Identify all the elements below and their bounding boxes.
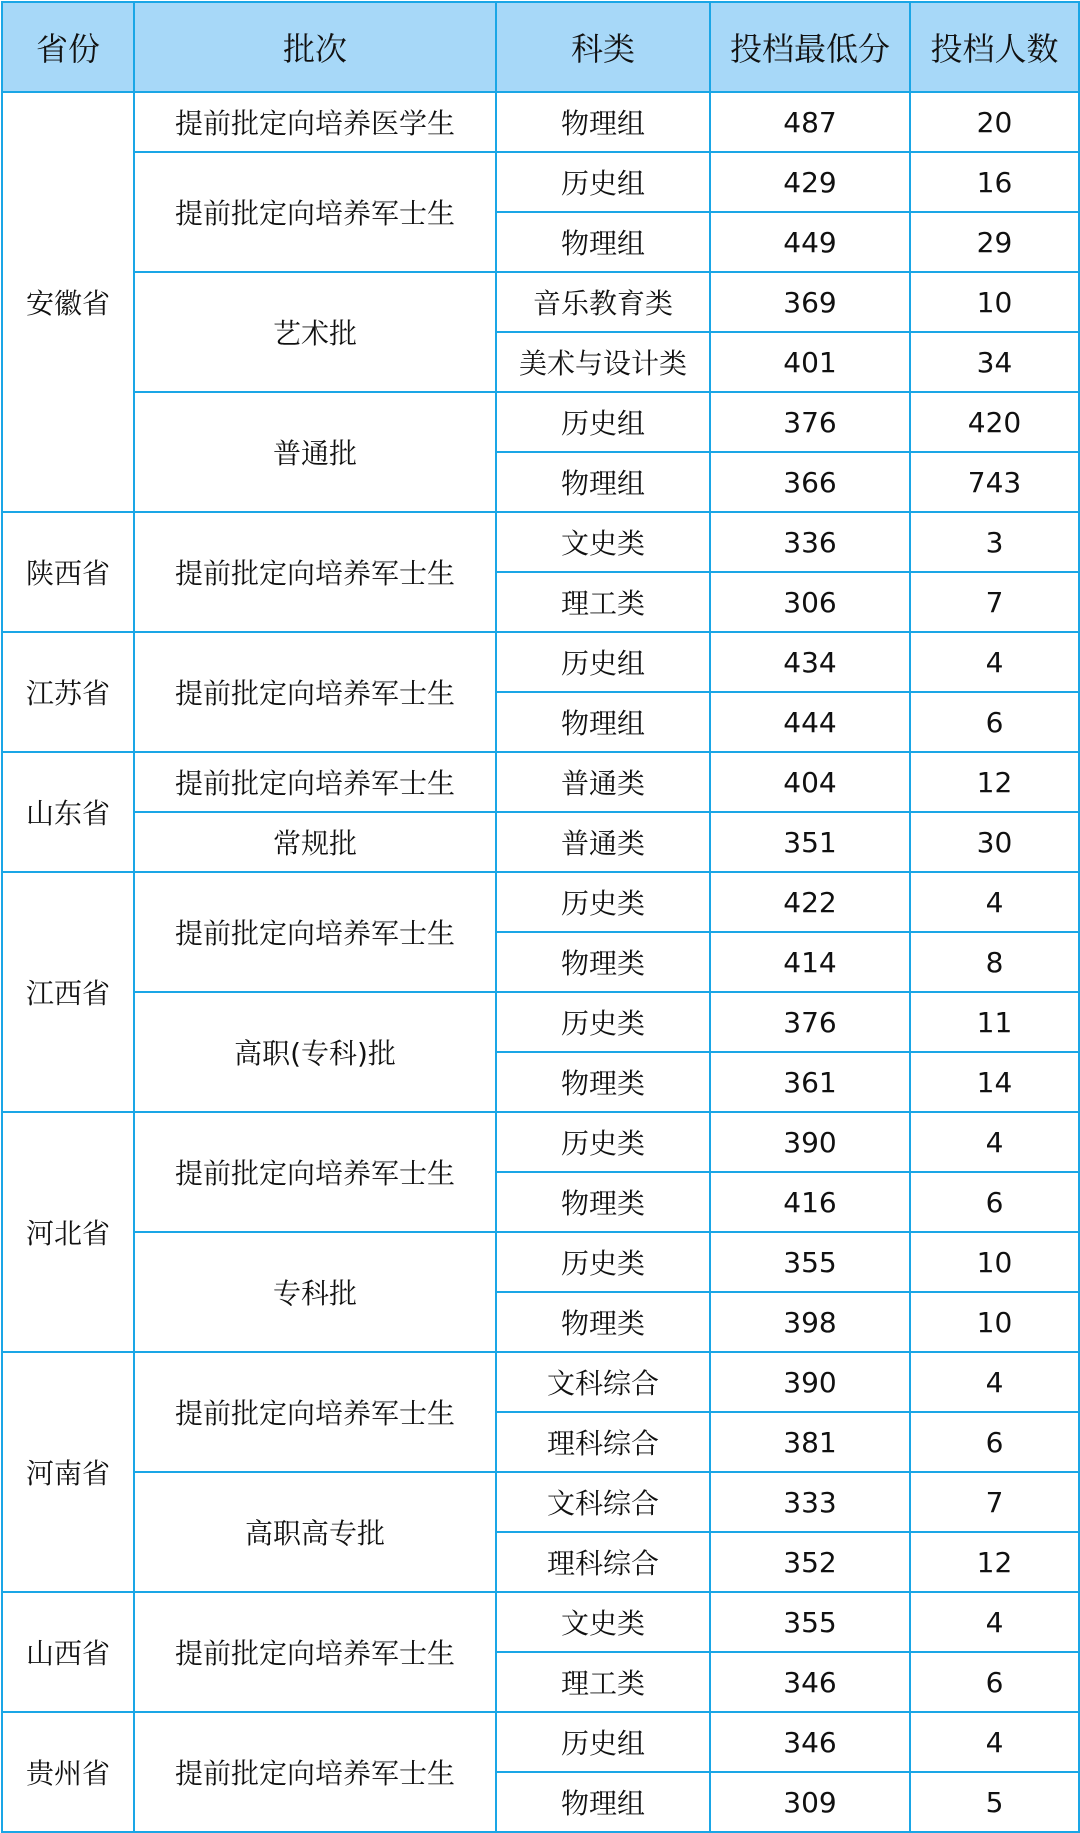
subject-cell: 历史组 [496, 632, 710, 692]
count-cell: 6 [910, 1172, 1079, 1232]
subject-cell: 文科综合 [496, 1472, 710, 1532]
min-score-cell: 422 [710, 872, 910, 932]
table-row [2, 1232, 1079, 1292]
batch-cell: 提前批定向培养军士生 [134, 1712, 496, 1832]
table-row [2, 392, 1079, 452]
min-score-cell: 429 [710, 152, 910, 212]
min-score-cell: 352 [710, 1532, 910, 1592]
table-row [2, 152, 1079, 212]
min-score-cell: 401 [710, 332, 910, 392]
count-cell: 4 [910, 1712, 1079, 1772]
province-cell: 江苏省 [2, 632, 134, 752]
header-batch: 批次 [134, 2, 496, 92]
count-cell: 12 [910, 752, 1079, 812]
min-score-cell: 449 [710, 212, 910, 272]
count-cell: 7 [910, 572, 1079, 632]
subject-cell: 音乐教育类 [496, 272, 710, 332]
count-cell: 34 [910, 332, 1079, 392]
subject-cell: 理工类 [496, 572, 710, 632]
subject-cell: 理工类 [496, 1652, 710, 1712]
subject-cell: 物理组 [496, 452, 710, 512]
count-cell: 14 [910, 1052, 1079, 1112]
header-province: 省份 [2, 2, 134, 92]
count-cell: 3 [910, 512, 1079, 572]
batch-cell: 提前批定向培养军士生 [134, 1352, 496, 1472]
province-cell: 河北省 [2, 1112, 134, 1352]
subject-cell: 美术与设计类 [496, 332, 710, 392]
subject-cell: 普通类 [496, 812, 710, 872]
min-score-cell: 336 [710, 512, 910, 572]
count-cell: 6 [910, 1412, 1079, 1472]
header-count: 投档人数 [910, 2, 1079, 92]
min-score-cell: 333 [710, 1472, 910, 1532]
count-cell: 10 [910, 1292, 1079, 1352]
batch-cell: 常规批 [134, 812, 496, 872]
batch-cell: 提前批定向培养军士生 [134, 752, 496, 812]
min-score-cell: 355 [710, 1592, 910, 1652]
subject-cell: 文史类 [496, 512, 710, 572]
min-score-cell: 416 [710, 1172, 910, 1232]
subject-cell: 物理类 [496, 932, 710, 992]
batch-cell: 高职高专批 [134, 1472, 496, 1592]
min-score-cell: 369 [710, 272, 910, 332]
min-score-cell: 390 [710, 1112, 910, 1172]
subject-cell: 历史类 [496, 1232, 710, 1292]
batch-cell: 提前批定向培养军士生 [134, 152, 496, 272]
subject-cell: 物理类 [496, 1172, 710, 1232]
min-score-cell: 306 [710, 572, 910, 632]
count-cell: 29 [910, 212, 1079, 272]
table-row [2, 872, 1079, 932]
batch-cell: 专科批 [134, 1232, 496, 1352]
min-score-cell: 366 [710, 452, 910, 512]
subject-cell: 历史组 [496, 392, 710, 452]
min-score-cell: 487 [710, 92, 910, 152]
batch-cell: 提前批定向培养军士生 [134, 872, 496, 992]
min-score-cell: 404 [710, 752, 910, 812]
batch-cell: 提前批定向培养医学生 [134, 92, 496, 152]
table-row [2, 1352, 1079, 1412]
batch-cell: 提前批定向培养军士生 [134, 512, 496, 632]
subject-cell: 历史组 [496, 152, 710, 212]
table-body [2, 92, 1079, 1832]
subject-cell: 物理组 [496, 212, 710, 272]
batch-cell: 普通批 [134, 392, 496, 512]
province-cell: 山东省 [2, 752, 134, 872]
count-cell: 6 [910, 1652, 1079, 1712]
count-cell: 10 [910, 1232, 1079, 1292]
subject-cell: 文史类 [496, 1592, 710, 1652]
min-score-cell: 309 [710, 1772, 910, 1832]
batch-cell: 提前批定向培养军士生 [134, 632, 496, 752]
table-row [2, 992, 1079, 1052]
table-header-row [2, 2, 1079, 92]
count-cell: 4 [910, 872, 1079, 932]
table-row [2, 512, 1079, 572]
count-cell: 10 [910, 272, 1079, 332]
min-score-cell: 390 [710, 1352, 910, 1412]
min-score-cell: 381 [710, 1412, 910, 1472]
min-score-cell: 361 [710, 1052, 910, 1112]
count-cell: 4 [910, 1592, 1079, 1652]
min-score-cell: 376 [710, 392, 910, 452]
count-cell: 4 [910, 1352, 1079, 1412]
subject-cell: 普通类 [496, 752, 710, 812]
header-subject: 科类 [496, 2, 710, 92]
subject-cell: 物理组 [496, 1772, 710, 1832]
batch-cell: 提前批定向培养军士生 [134, 1592, 496, 1712]
subject-cell: 物理类 [496, 1052, 710, 1112]
province-cell: 安徽省 [2, 92, 134, 512]
min-score-cell: 444 [710, 692, 910, 752]
batch-cell: 提前批定向培养军士生 [134, 1112, 496, 1232]
subject-cell: 历史类 [496, 992, 710, 1052]
min-score-cell: 434 [710, 632, 910, 692]
subject-cell: 历史类 [496, 872, 710, 932]
count-cell: 8 [910, 932, 1079, 992]
province-cell: 陕西省 [2, 512, 134, 632]
count-cell: 30 [910, 812, 1079, 872]
header-min-score: 投档最低分 [710, 2, 910, 92]
subject-cell: 文科综合 [496, 1352, 710, 1412]
subject-cell: 物理组 [496, 92, 710, 152]
table-row [2, 92, 1079, 152]
subject-cell: 历史组 [496, 1712, 710, 1772]
count-cell: 5 [910, 1772, 1079, 1832]
table-row [2, 1592, 1079, 1652]
min-score-cell: 355 [710, 1232, 910, 1292]
subject-cell: 理科综合 [496, 1412, 710, 1472]
min-score-cell: 376 [710, 992, 910, 1052]
count-cell: 4 [910, 632, 1079, 692]
province-cell: 贵州省 [2, 1712, 134, 1832]
batch-cell: 高职(专科)批 [134, 992, 496, 1112]
table-row [2, 1712, 1079, 1772]
subject-cell: 物理组 [496, 692, 710, 752]
count-cell: 11 [910, 992, 1079, 1052]
province-cell: 山西省 [2, 1592, 134, 1712]
count-cell: 20 [910, 92, 1079, 152]
count-cell: 7 [910, 1472, 1079, 1532]
table-row [2, 272, 1079, 332]
admission-score-table [1, 1, 1080, 1833]
subject-cell: 理科综合 [496, 1532, 710, 1592]
count-cell: 420 [910, 392, 1079, 452]
subject-cell: 历史类 [496, 1112, 710, 1172]
count-cell: 6 [910, 692, 1079, 752]
min-score-cell: 346 [710, 1712, 910, 1772]
min-score-cell: 398 [710, 1292, 910, 1352]
province-cell: 江西省 [2, 872, 134, 1112]
table-row [2, 752, 1079, 812]
table-row [2, 1112, 1079, 1172]
count-cell: 743 [910, 452, 1079, 512]
table-row [2, 812, 1079, 872]
subject-cell: 物理类 [496, 1292, 710, 1352]
batch-cell: 艺术批 [134, 272, 496, 392]
count-cell: 4 [910, 1112, 1079, 1172]
province-cell: 河南省 [2, 1352, 134, 1592]
count-cell: 16 [910, 152, 1079, 212]
min-score-cell: 351 [710, 812, 910, 872]
table-row [2, 1472, 1079, 1532]
count-cell: 12 [910, 1532, 1079, 1592]
min-score-cell: 346 [710, 1652, 910, 1712]
table-row [2, 632, 1079, 692]
min-score-cell: 414 [710, 932, 910, 992]
